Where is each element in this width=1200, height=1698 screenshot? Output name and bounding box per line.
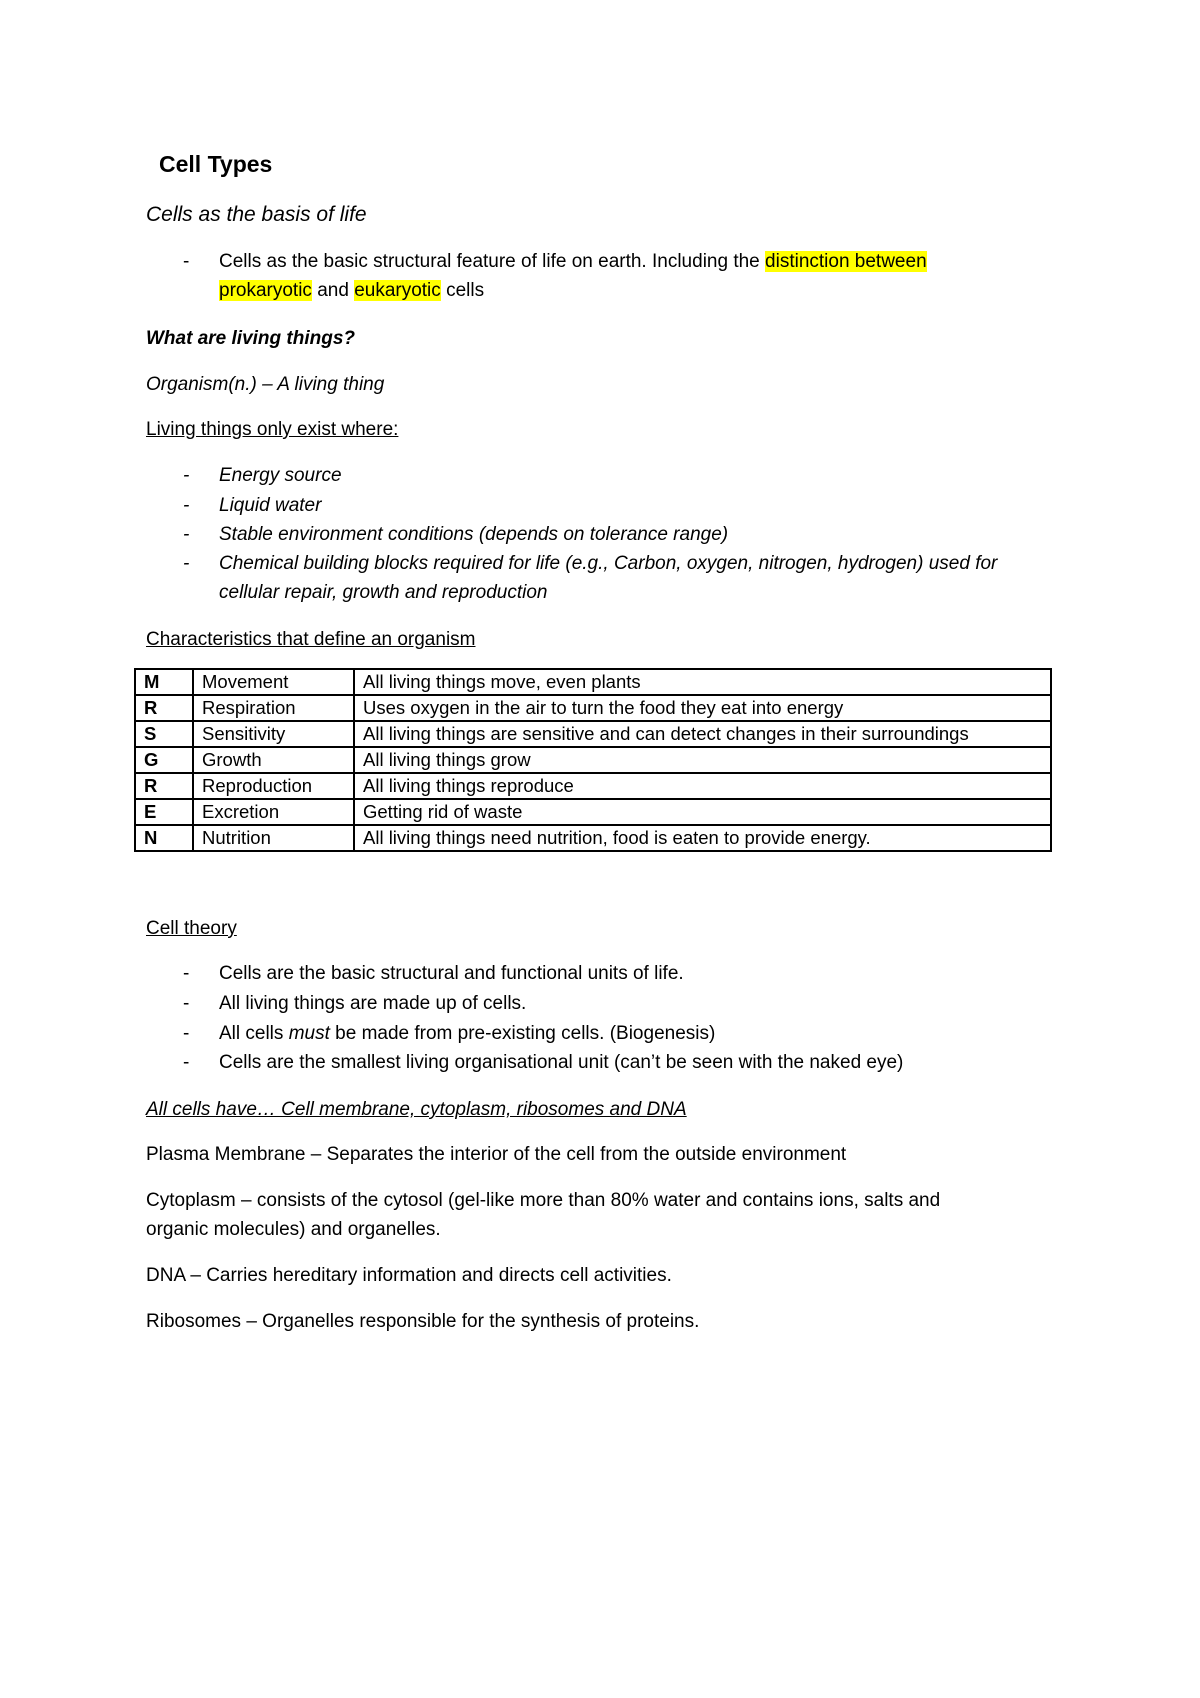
cell-theory-list <box>183 962 1083 1082</box>
table-cell-letter: M <box>135 669 193 695</box>
table-cell-desc: All living things grow <box>354 747 1051 773</box>
bullet-dash: - <box>183 1052 190 1073</box>
table-cell-name: Reproduction <box>193 773 354 799</box>
characteristics-table <box>134 668 1052 852</box>
table-cell-letter: R <box>135 773 193 799</box>
cell-theory-heading: Cell theory <box>146 918 237 939</box>
table-cell-name: Nutrition <box>193 825 354 851</box>
list-item: Cells are the basic structural and functional units of life. <box>219 963 684 984</box>
definition-ribosomes: Ribosomes – Organelles responsible for the synthesis of proteins. <box>146 1311 700 1332</box>
definition-plasma-membrane: Plasma Membrane – Separates the interior of the cell from the outside environment <box>146 1144 847 1165</box>
bullet-dash: - <box>183 251 190 272</box>
list-item: Chemical building blocks required for life (e.g., Carbon, oxygen, nitrogen, hydrogen) used for <box>219 553 998 574</box>
table-cell-desc: All living things reproduce <box>354 773 1051 799</box>
list-item: Liquid water <box>219 495 322 516</box>
bullet-dash: - <box>183 495 190 516</box>
highlight-prokaryotic: prokaryotic <box>219 280 312 301</box>
list-item: All cells must be made from pre-existing cells. (Biogenesis) <box>219 1023 716 1044</box>
table-cell-name: Sensitivity <box>193 721 354 747</box>
page-title: Cell Types <box>159 151 273 177</box>
table-row <box>135 695 1051 721</box>
bullet-dash: - <box>183 993 190 1014</box>
intro-line-1: Cells as the basic structural feature of life on earth. Including the distinction between <box>219 251 927 272</box>
section-subtitle: Cells as the basis of life <box>146 203 367 226</box>
list-item: Energy source <box>219 465 342 486</box>
table-row <box>135 747 1051 773</box>
table-row <box>135 825 1051 851</box>
table-cell-letter: R <box>135 695 193 721</box>
table-cell-desc: Getting rid of waste <box>354 799 1051 825</box>
definition-cytoplasm-line-1: Cytoplasm – consists of the cytosol (gel-like more than 80% water and contains ions, salts and <box>146 1190 941 1211</box>
bullet-dash: - <box>183 465 190 486</box>
table-cell-letter: S <box>135 721 193 747</box>
emphasis-must: must <box>288 1023 330 1044</box>
all-cells-heading: All cells have… Cell membrane, cytoplasm, ribosomes and DNA <box>146 1099 687 1120</box>
table-cell-letter: E <box>135 799 193 825</box>
list-item-continuation: cellular repair, growth and reproduction <box>219 582 548 603</box>
bullet-dash: - <box>183 963 190 984</box>
characteristics-heading: Characteristics that define an organism <box>146 629 476 650</box>
table-cell-letter: N <box>135 825 193 851</box>
intro-line-2: prokaryotic and eukaryotic cells <box>219 280 485 301</box>
organism-definition: Organism(n.) – A living thing <box>146 374 385 395</box>
table-row <box>135 721 1051 747</box>
list-item: Stable environment conditions (depends on tolerance range) <box>219 524 729 545</box>
bullet-dash: - <box>183 524 190 545</box>
exist-heading: Living things only exist where: <box>146 419 399 440</box>
table-cell-desc: All living things need nutrition, food is eaten to provide energy. <box>354 825 1051 851</box>
intro-bullet <box>183 250 1083 310</box>
highlight-distinction: distinction between <box>765 251 927 272</box>
exist-list <box>183 464 1083 604</box>
bullet-dash: - <box>183 1023 190 1044</box>
table-cell-name: Respiration <box>193 695 354 721</box>
table-cell-desc: All living things move, even plants <box>354 669 1051 695</box>
bullet-dash: - <box>183 553 190 574</box>
highlight-eukaryotic: eukaryotic <box>354 280 441 301</box>
list-item: Cells are the smallest living organisational unit (can’t be seen with the naked eye) <box>219 1052 904 1073</box>
definition-cytoplasm-line-2: organic molecules) and organelles. <box>146 1219 441 1240</box>
table-cell-letter: G <box>135 747 193 773</box>
table-row <box>135 773 1051 799</box>
list-item: All living things are made up of cells. <box>219 993 527 1014</box>
table-row <box>135 799 1051 825</box>
definition-dna: DNA – Carries hereditary information and directs cell activities. <box>146 1265 672 1286</box>
table-cell-desc: All living things are sensitive and can detect changes in their surroundings <box>354 721 1051 747</box>
table-cell-name: Growth <box>193 747 354 773</box>
table-cell-name: Movement <box>193 669 354 695</box>
table-cell-desc: Uses oxygen in the air to turn the food they eat into energy <box>354 695 1051 721</box>
table-row <box>135 669 1051 695</box>
table-cell-name: Excretion <box>193 799 354 825</box>
living-question: What are living things? <box>146 328 356 349</box>
